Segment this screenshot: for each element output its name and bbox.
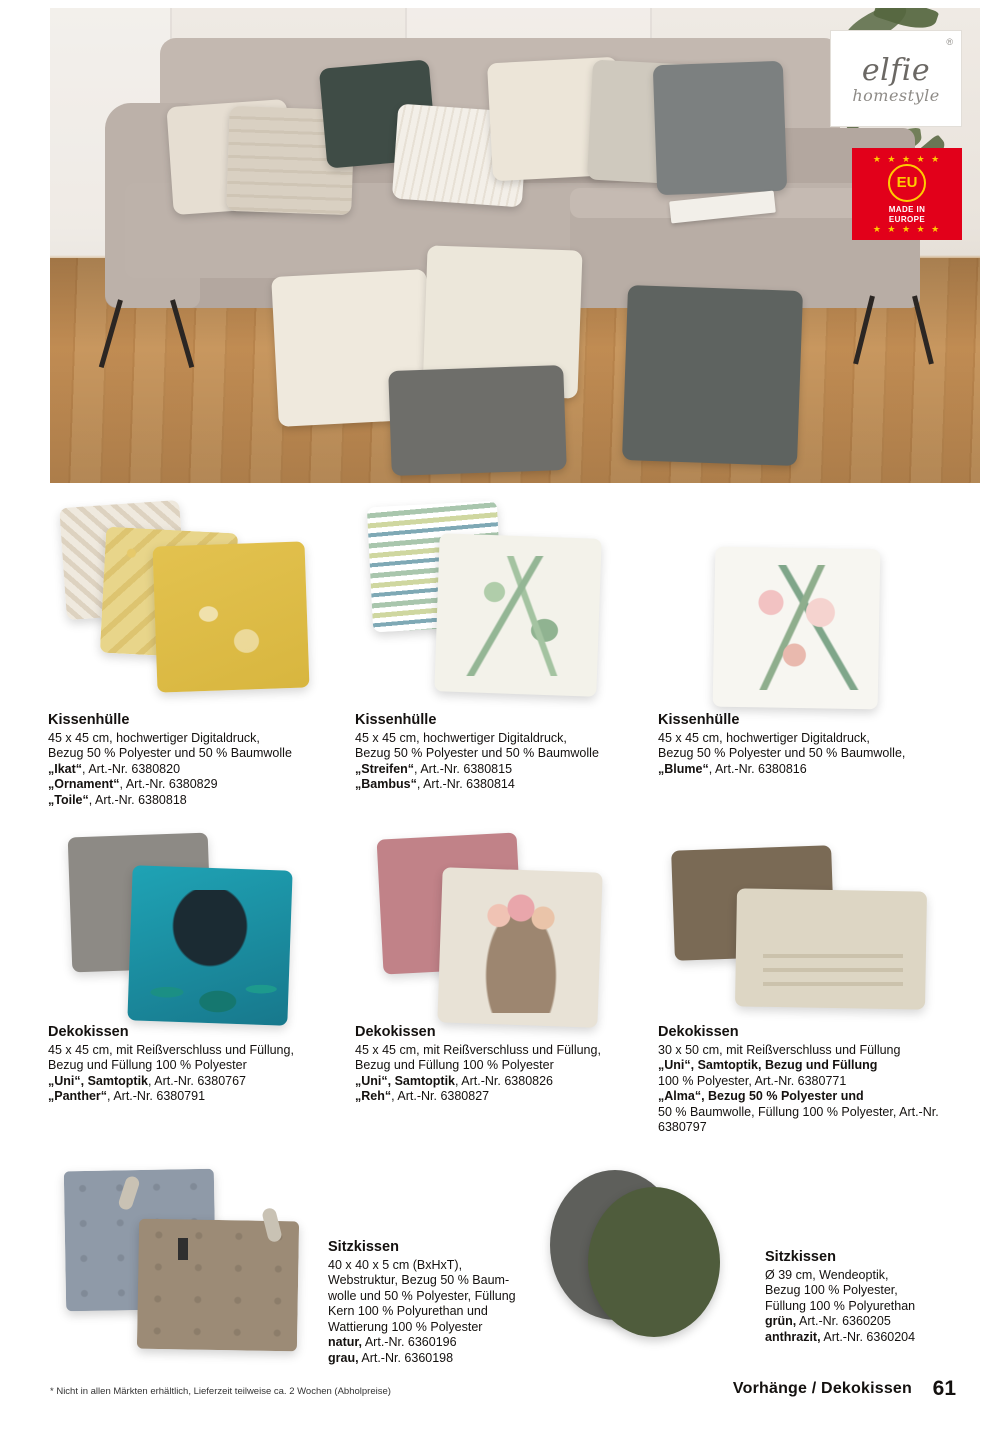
variant-name: „Uni“, Samtoptik, Bezug und Füllung: [658, 1058, 878, 1072]
variant-art: Art.-Nr. 6360196: [364, 1335, 457, 1349]
variant-name: „Toile“: [48, 792, 89, 807]
product-spec-line: Füllung 100 % Polyurethan: [765, 1298, 916, 1313]
variant-name: „Ornament“: [48, 777, 120, 791]
variant-art: Art.-Nr. 6380814: [423, 777, 515, 791]
page-number: 61: [932, 1377, 956, 1400]
product-image-kissenhuelle-ikat: [55, 498, 345, 698]
caption-sitzkissen-rund: [765, 1250, 985, 1345]
product-spec-line: 45 x 45 cm, hochwertiger Digitaldruck,: [48, 730, 260, 745]
product-image-dekokissen-reh: [370, 830, 660, 1020]
product-image-dekokissen-panther: [60, 830, 350, 1020]
eu-made-in-label: MADE IN: [888, 204, 926, 214]
variant-art: Art.-Nr. 6360205: [799, 1314, 891, 1328]
caption-dekokissen-reh: Dekokissen 45 x 45 cm, mit Reißverschluss und Füllung, Bezug und Füllung 100 % Polyester „Uni“, Samtoptik, Art.-Nr. 6380826 „Reh“, Art.-Nr. 6380827: [355, 1025, 655, 1105]
variant-name: „Streifen“: [355, 761, 415, 776]
eu-europe-label: EUROPE: [888, 214, 926, 224]
variant-name: „Blume“: [658, 761, 709, 776]
brand-logo-main: elfie: [861, 52, 931, 88]
eu-stars-bottom: ★ ★ ★ ★ ★: [872, 224, 942, 234]
product-spec-line: wolle und 50 % Polyester, Füllung: [328, 1288, 516, 1303]
product-spec-line: Bezug 50 % Polyester und 50 % Baumwolle: [48, 746, 292, 760]
product-spec-line: Bezug 50 % Polyester und 50 % Baumwolle: [355, 746, 599, 760]
variant-art: Art.-Nr. 6380829: [125, 777, 218, 791]
product-spec-line: Bezug und Füllung 100 % Polyester: [48, 1058, 247, 1072]
variant-art: Art.-Nr. 6380815: [420, 761, 513, 776]
product-title: Kissenhülle: [48, 712, 130, 728]
variant-name: „Alma“, Bezug 50 % Polyester und: [658, 1089, 864, 1103]
variant-name: natur,: [328, 1335, 363, 1349]
variant-name: grün,: [765, 1314, 797, 1328]
product-image-dekokissen-alma: [668, 840, 968, 1020]
variant-art: Art.-Nr. 6380818: [95, 792, 187, 807]
product-image-kissenhuelle-streifen: [365, 498, 655, 698]
product-spec-line: Ø 39 cm, Wendeoptik,: [765, 1267, 889, 1282]
product-title: Sitzkissen: [765, 1249, 836, 1265]
hero-pillow-maze-grey: [653, 61, 787, 195]
eu-circle-label: EU: [888, 164, 926, 202]
hero-floor-pillow-dark-stripe: [388, 365, 567, 476]
made-in-europe-badge: [852, 148, 962, 240]
brand-logo: [830, 30, 962, 127]
variant-art: Art.-Nr. 6360204: [823, 1329, 916, 1344]
cushion-blume-motif: [732, 565, 862, 690]
product-title: Dekokissen: [48, 1024, 129, 1040]
cushion-alma-motif: [763, 906, 903, 992]
brand-logo-sub: homestyle: [852, 85, 940, 105]
product-title: Kissenhülle: [658, 712, 740, 728]
variant-art: 100 % Polyester, Art.-Nr. 6380771: [658, 1073, 847, 1088]
cushion-bambus-motif: [457, 556, 582, 676]
variant-name: „Bambus“: [355, 777, 417, 791]
brand-logo-tm: ®: [946, 37, 953, 47]
variant-art: Art.-Nr. 6380827: [397, 1089, 490, 1103]
variant-art: Art.-Nr. 6360198: [361, 1350, 454, 1365]
footnote: * Nicht in allen Märkten erhältlich, Lieferzeit teilweise ca. 2 Wochen (Abholpreise): [50, 1386, 391, 1397]
variant-art: Art.-Nr. 6380791: [113, 1089, 206, 1103]
product-spec-line: 45 x 45 cm, mit Reißverschluss und Füllung,: [48, 1042, 294, 1057]
product-spec-line: 30 x 50 cm, mit Reißverschluss und Füllung: [658, 1042, 901, 1057]
variant-art: 50 % Baumwolle, Füllung 100 % Polyester, Art.-Nr. 6380797: [658, 1104, 939, 1134]
cushion-reh-motif: [475, 888, 567, 1013]
seat-cushion-round-gruen: [588, 1187, 720, 1337]
variant-name: „Ikat“: [48, 761, 83, 776]
caption-dekokissen-panther: Dekokissen 45 x 45 cm, mit Reißverschluss und Füllung, Bezug und Füllung 100 % Polyester „Uni“, Samtoptik, Art.-Nr. 6380767 „Panther“, Art.-Nr. 6380791: [48, 1025, 348, 1105]
caption-sitzkissen-eckig: [328, 1240, 543, 1366]
variant-art: Art.-Nr. 6380816: [714, 761, 807, 776]
cushion-panther-leaves: [138, 955, 283, 1017]
caption-kissenhuelle-ikat: Kissenhülle 45 x 45 cm, hochwertiger Digitaldruck, Bezug 50 % Polyester und 50 % Baumwolle „Ikat“, Art.-Nr. 6380820 „Ornament“, Art.-Nr. 6380829 „Toile“, Art.-Nr. 6380818: [48, 713, 338, 808]
variant-name: grau,: [328, 1350, 359, 1365]
variant-art: Art.-Nr. 6380820: [88, 761, 181, 776]
variant-name: „Uni“, Samtoptik: [355, 1073, 456, 1088]
cushion-toile-motif: [180, 578, 275, 668]
variant-name: anthrazit,: [765, 1329, 821, 1344]
caption-dekokissen-alma: [658, 1025, 958, 1136]
product-image-sitzkissen-rund: [540, 1165, 740, 1345]
product-spec-line: 45 x 45 cm, hochwertiger Digitaldruck,: [658, 730, 870, 745]
hero-room-photo: [50, 8, 980, 483]
product-title: Kissenhülle: [355, 712, 437, 728]
product-image-kissenhuelle-blume: [672, 520, 962, 700]
product-spec-line: Webstruktur, Bezug 50 % Baum-: [328, 1273, 510, 1287]
eu-stars-top: ★ ★ ★ ★ ★: [872, 154, 942, 164]
hero-floor-pillow-maze: [622, 285, 803, 466]
product-spec-line: Bezug und Füllung 100 % Polyester: [355, 1058, 554, 1072]
product-spec-line: 40 x 40 x 5 cm (BxHxT),: [328, 1257, 463, 1272]
caption-kissenhuelle-blume: Kissenhülle 45 x 45 cm, hochwertiger Digitaldruck, Bezug 50 % Polyester und 50 % Baumwolle, „Blume“, Art.-Nr. 6380816: [658, 713, 958, 777]
caption-kissenhuelle-streifen: Kissenhülle 45 x 45 cm, hochwertiger Digitaldruck, Bezug 50 % Polyester und 50 % Baumwolle „Streifen“, Art.-Nr. 6380815 „Bambus“, Art.-Nr. 6380814: [355, 713, 655, 793]
variant-name: „Uni“, Samtoptik: [48, 1073, 149, 1088]
variant-art: Art.-Nr. 6380767: [154, 1073, 246, 1088]
footer-category: Vorhänge / Dekokissen: [732, 1380, 912, 1397]
product-image-sitzkissen-eckig: [60, 1160, 363, 1350]
product-spec-line: 45 x 45 cm, mit Reißverschluss und Füllung,: [355, 1042, 601, 1057]
product-spec-line: Wattierung 100 % Polyester: [328, 1319, 483, 1334]
product-title: Sitzkissen: [328, 1239, 399, 1255]
product-title: Dekokissen: [658, 1024, 739, 1040]
product-spec-line: Kern 100 % Polyurethan und: [328, 1304, 488, 1318]
product-spec-line: 45 x 45 cm, hochwertiger Digitaldruck,: [355, 730, 567, 745]
product-spec-line: Bezug 100 % Polyester,: [765, 1283, 898, 1297]
variant-art: Art.-Nr. 6380826: [461, 1073, 553, 1088]
variant-name: „Reh“: [355, 1089, 392, 1103]
product-title: Dekokissen: [355, 1024, 436, 1040]
seat-cushion-label: [178, 1238, 188, 1260]
product-spec-line: Bezug 50 % Polyester und 50 % Baumwolle,: [658, 746, 906, 760]
variant-name: „Panther“: [48, 1089, 108, 1103]
